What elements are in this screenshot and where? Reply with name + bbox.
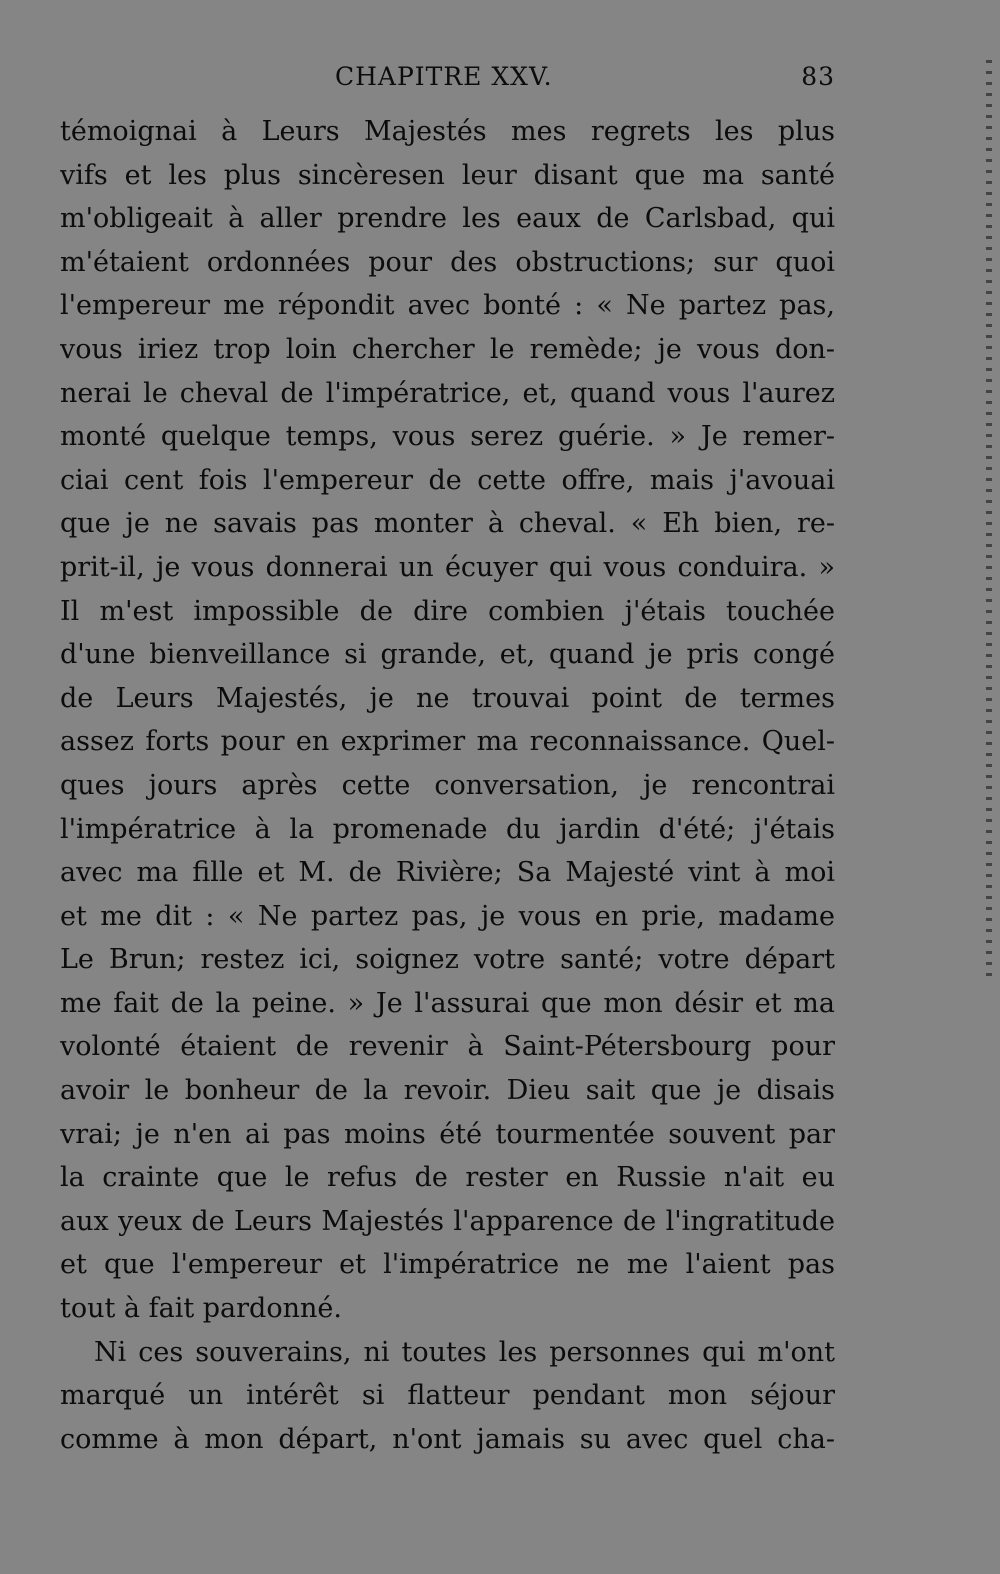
body-text	[60, 110, 835, 1461]
text-line: monté quelque temps, vous serez guérie. » Je remer-	[60, 421, 835, 453]
page-number: 83	[801, 62, 835, 91]
text-line: m'obligeait à aller prendre les eaux de Carlsbad, qui	[60, 203, 835, 235]
text-line: marqué un intérêt si flatteur pendant mon séjour	[60, 1380, 835, 1412]
text-line: avoir le bonheur de la revoir. Dieu sait que je disais	[60, 1075, 835, 1107]
text-line: la crainte que le refus de rester en Russie n'ait eu	[60, 1162, 835, 1194]
text-line: comme à mon départ, n'ont jamais su avec quel cha-	[60, 1423, 835, 1455]
text-line: assez forts pour en exprimer ma reconnaissance. Quel-	[60, 726, 835, 758]
text-line: aux yeux de Leurs Majestés l'apparence de l'ingratitude	[60, 1205, 835, 1237]
text-line: et que l'empereur et l'impératrice ne me l'aient pas	[60, 1249, 835, 1281]
text-line: prit-il, je vous donnerai un écuyer qui vous conduira. »	[60, 551, 835, 583]
text-line: m'étaient ordonnées pour des obstructions; sur quoi	[60, 246, 835, 278]
text-line: vrai; je n'en ai pas moins été tourmentée souvent par	[60, 1118, 835, 1150]
text-line: l'impératrice à la promenade du jardin d'été; j'étais	[60, 813, 835, 845]
paragraph-1	[60, 110, 835, 1331]
text-line: vifs et les plus sincèresen leur disant que ma santé	[60, 159, 835, 191]
text-line: et me dit : « Ne partez pas, je vous en prie, madame	[60, 900, 835, 932]
text-line: tout à fait pardonné.	[60, 1293, 342, 1325]
text-line: témoignai à Leurs Majestés mes regrets les plus	[60, 116, 835, 147]
text-line: vous iriez trop loin chercher le remède; je vous don-	[60, 333, 835, 365]
text-line: nerai le cheval de l'impératrice, et, quand vous l'aurez	[60, 377, 835, 409]
text-line: Il m'est impossible de dire combien j'étais touchée	[60, 595, 835, 627]
text-line: d'une bienveillance si grande, et, quand je pris congé	[60, 639, 835, 671]
paragraph-2	[60, 1331, 835, 1462]
text-line: me fait de la peine. » Je l'assurai que mon désir et ma	[60, 987, 835, 1019]
text-line: Ni ces souverains, ni toutes les personnes qui m'ont	[94, 1336, 835, 1368]
text-line: de Leurs Majestés, je ne trouvai point de termes	[60, 682, 835, 714]
text-line: Le Brun; restez ici, soignez votre santé; votre départ	[60, 944, 835, 976]
text-line: ciai cent fois l'empereur de cette offre, mais j'avouai	[60, 464, 835, 496]
text-line: que je ne savais pas monter à cheval. « Eh bien, re-	[60, 508, 835, 540]
text-line: ques jours après cette conversation, je rencontrai	[60, 769, 835, 801]
text-line: l'empereur me répondit avec bonté : « Ne partez pas,	[60, 290, 835, 322]
text-line: volonté étaient de revenir à Saint-Pétersbourg pour	[60, 1031, 835, 1063]
running-head	[60, 62, 835, 102]
scan-edge-artifact	[986, 60, 992, 980]
chapter-title: CHAPITRE XXV.	[335, 62, 553, 91]
text-line: avec ma fille et M. de Rivière; Sa Majesté vint à moi	[60, 857, 835, 889]
